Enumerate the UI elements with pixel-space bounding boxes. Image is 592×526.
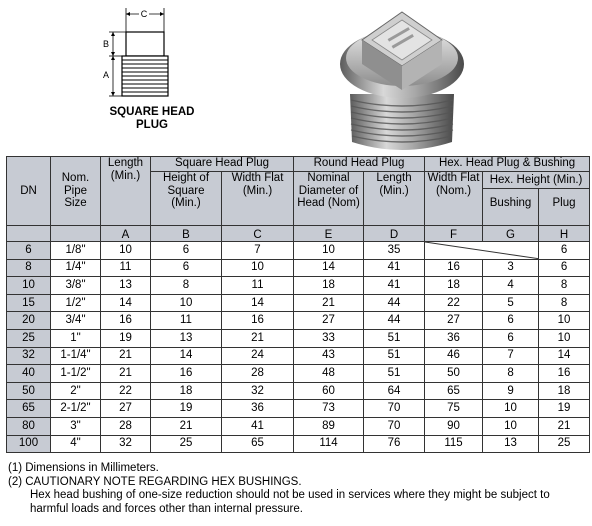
table-cell: 73 [294,400,364,418]
table-cell: 21 [294,294,364,312]
table-cell: 14 [151,347,222,365]
table-body [7,242,590,453]
table-cell: 33 [294,329,364,347]
cell-dn: 80 [7,417,51,435]
table-row [7,347,590,365]
table-cell: 6 [483,312,539,330]
table-cell: 6 [539,259,590,277]
note-2: (2) CAUTIONARY NOTE REGARDING HEX BUSHINGS. [8,475,302,488]
table-cell: 5 [483,294,539,312]
table-cell: 10 [539,329,590,347]
table-cell: 6 [151,259,222,277]
table-cell: 27 [425,312,483,330]
figure-caption-line2: PLUG [136,119,168,131]
note-1: (1) Dimensions in Millimeters. [8,462,159,474]
table-cell: 19 [539,400,590,418]
table-cell: 51 [364,347,425,365]
table-cell: 1-1/2" [51,365,101,383]
table-cell: 14 [294,259,364,277]
cell-dn: 100 [7,435,51,453]
table-cell: 18 [294,277,364,295]
table-cell: 41 [364,277,425,295]
table-cell: 6 [483,329,539,347]
header-group-round-head: Round Head Plug [294,157,425,172]
table-cell: 2" [51,382,101,400]
table-cell: 7 [222,242,294,260]
letter-b: B [151,226,222,242]
header-length: Length (Min.) [101,157,151,226]
table-cell: 18 [539,382,590,400]
table-cell: 27 [294,312,364,330]
table-cell: 75 [425,400,483,418]
table-cell: 46 [425,347,483,365]
table-cell: 65 [425,382,483,400]
header-group-hex-height: Hex. Height (Min.) [483,172,590,189]
square-head-plug-diagram [95,0,205,102]
table-cell: 1/4" [51,259,101,277]
dim-label-b: B [102,39,110,49]
table-cell: 3/8" [51,277,101,295]
header-height-of-square: Height of Square (Min.) [151,172,222,226]
table-cell: 8 [539,294,590,312]
table-cell: 10 [101,242,151,260]
table-cell: 27 [101,400,151,418]
dim-label-c: C [140,9,148,19]
header-bushing: Bushing [483,189,539,226]
table-cell: 6 [151,242,222,260]
letter-d: D [364,226,425,242]
table-cell: 25 [539,435,590,453]
table-cell: 10 [539,312,590,330]
table-cell: 35 [364,242,425,260]
table-cell: 70 [364,400,425,418]
table-cell: 16 [101,312,151,330]
table-cell: 43 [294,347,364,365]
table-cell: 90 [425,417,483,435]
table-cell: 1" [51,329,101,347]
table-cell: 32 [222,382,294,400]
letter-e: E [294,226,364,242]
table-row [7,417,590,435]
table-cell: 4 [483,277,539,295]
header-width-flat: Width Flat (Min.) [222,172,294,226]
header-hex-width-flat: Width Flat (Nom.) [425,172,483,226]
table-cell: 19 [151,400,222,418]
table-cell: 2-1/2" [51,400,101,418]
table-cell: 14 [222,294,294,312]
letter-f: F [425,226,483,242]
cell-dn: 32 [7,347,51,365]
letter-g: G [483,226,539,242]
header-plug: Plug [539,189,590,226]
table-cell: 14 [539,347,590,365]
table-cell: 22 [425,294,483,312]
cell-dn: 8 [7,259,51,277]
table-cell: 16 [425,259,483,277]
table-row [7,312,590,330]
table-cell: 13 [151,329,222,347]
table-row [7,259,590,277]
header-nominal-diameter: Nominal Diameter of Head (Nom) [294,172,364,226]
table-cell: 16 [539,365,590,383]
table-cell: 13 [101,277,151,295]
cell-dn: 25 [7,329,51,347]
table-cell: 36 [222,400,294,418]
header-nom-pipe-size: Nom. Pipe Size [51,157,101,226]
table-cell: 70 [364,417,425,435]
cell-dn: 65 [7,400,51,418]
table-cell: 65 [222,435,294,453]
figure-caption-line1: SQUARE HEAD [109,106,195,118]
table-cell: 115 [425,435,483,453]
table-row [7,242,590,260]
table-cell: 18 [151,382,222,400]
table-cell: 64 [364,382,425,400]
table-cell: 3" [51,417,101,435]
header-dn: DN [7,157,51,226]
table-cell: 10 [151,294,222,312]
table-cell: 3/4" [51,312,101,330]
table-cell: 16 [151,365,222,383]
table-cell: 50 [425,365,483,383]
table-row [7,435,590,453]
table-cell: 7 [483,347,539,365]
plug-dimension-table [6,156,590,453]
cell-dn: 40 [7,365,51,383]
cell-dn: 10 [7,277,51,295]
table-row [7,365,590,383]
table-cell: 21 [101,347,151,365]
table-cell: 8 [483,365,539,383]
table-cell: 10 [294,242,364,260]
table-row [7,382,590,400]
table-cell: 41 [364,259,425,277]
table-cell: 21 [151,417,222,435]
table-cell: 60 [294,382,364,400]
table-cell: 4" [51,435,101,453]
letter-a: A [101,226,151,242]
table-row [7,329,590,347]
table-cell: 51 [364,329,425,347]
table-cell: 8 [151,277,222,295]
header-group-hex-head: Hex. Head Plug & Bushing [425,157,590,172]
table-cell: 32 [101,435,151,453]
table-cell: 51 [364,365,425,383]
cell-dn: 15 [7,294,51,312]
table-cell: 10 [483,417,539,435]
table-cell: 18 [425,277,483,295]
header-round-length: Length (Min.) [364,172,425,226]
table-cell: 10 [483,400,539,418]
table-cell: 44 [364,294,425,312]
table-cell: 44 [364,312,425,330]
cell-dn: 6 [7,242,51,260]
table-row [7,277,590,295]
table-cell: 28 [222,365,294,383]
plug-photo [338,2,466,156]
cell-dn: 20 [7,312,51,330]
not-applicable-cell [425,242,539,260]
table-cell: 89 [294,417,364,435]
note-2-text: Hex head bushing of one-size reduction should not be used in services where they might be subject to harmful loads and forces other than internal pressure. [30,489,550,515]
table-cell: 19 [101,329,151,347]
table-cell: 14 [101,294,151,312]
table-cell: 1/8" [51,242,101,260]
figure-area [0,0,592,156]
table-cell: 9 [483,382,539,400]
table-cell: 3 [483,259,539,277]
letter-c: C [222,226,294,242]
cell-dn: 50 [7,382,51,400]
table-cell: 114 [294,435,364,453]
table-cell: 8 [539,277,590,295]
table-cell: 28 [101,417,151,435]
table-cell: 11 [222,277,294,295]
table-cell: 6 [539,242,590,260]
table-cell: 41 [222,417,294,435]
table-cell: 16 [222,312,294,330]
table-cell: 25 [151,435,222,453]
table-cell: 11 [101,259,151,277]
table-cell: 1/2" [51,294,101,312]
table-row [7,400,590,418]
table-cell: 1-1/4" [51,347,101,365]
table-cell: 48 [294,365,364,383]
table-cell: 10 [222,259,294,277]
table-row [7,294,590,312]
table-cell: 36 [425,329,483,347]
table-cell: 21 [222,329,294,347]
table-cell: 76 [364,435,425,453]
notes [8,462,590,516]
table-cell: 22 [101,382,151,400]
letter-h: H [539,226,590,242]
table-cell: 21 [539,417,590,435]
table-cell: 24 [222,347,294,365]
table-cell: 11 [151,312,222,330]
table-cell: 21 [101,365,151,383]
dim-label-a: A [102,70,110,80]
header-group-square-head: Square Head Plug [151,157,294,172]
table-cell: 13 [483,435,539,453]
